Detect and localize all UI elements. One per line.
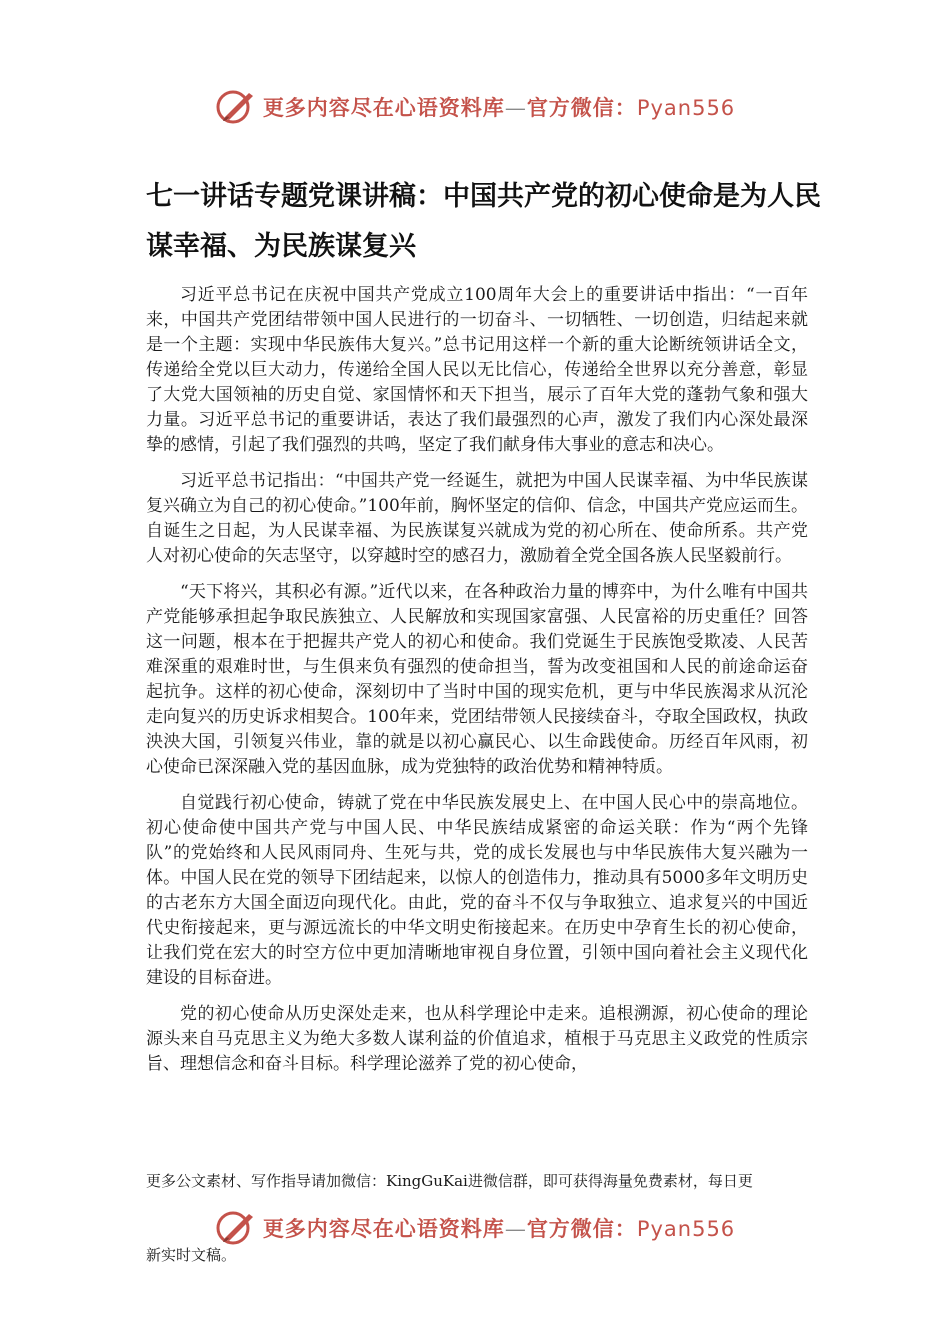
footer-note-end: 新实时文稿。 bbox=[146, 1246, 237, 1264]
paragraph-3: “天下将兴，其积必有源。”近代以来，在各种政治力量的博弈中，为什么唯有中国共产党能够承担起争取民族独立、人民解放和实现国家富强、人民富裕的历史重任？回答这一问题，根本在于把握共产党人的初心和使命。我们党诞生于民族饱受欺凌、人民苦难深重的艰难时世，与生俱来负有强烈的使命担当，誓为改变祖国和人民的前途命运奋起抗争。这样的初心使命，深刻切中了当时中国的现实危机，更与中华民族渴求从沉沦走向复兴的历史诉求相契合。100年来，党团结带领人民接续奋斗，夺取全国政权，执政泱泱大国，引领复兴伟业，靠的就是以初心赢民心、以生命践使命。历经百年风雨，初心使命已深深融入党的基因血脉，成为党独特的政治优势和精神特质。 bbox=[146, 582, 808, 777]
watermark-text bbox=[263, 1213, 735, 1243]
watermark-wechat-id: Pyan556 bbox=[636, 96, 736, 120]
brush-logo-icon bbox=[215, 1208, 259, 1248]
paragraph-5: 党的初心使命从历史深处走来，也从科学理论中走来。追根溯源，初心使命的理论源头来自马克思主义为绝大多数人谋利益的价值追求，植根于马克思主义政党的性质宗旨、理想信念和奋斗目标。科学理论滋养了党的初心使命， bbox=[146, 1004, 808, 1074]
watermark-wechat-label: 官方微信： bbox=[526, 95, 637, 120]
watermark-dash: — bbox=[504, 1217, 527, 1241]
watermark-wechat-label: 官方微信： bbox=[526, 1216, 637, 1241]
paragraph-1: 习近平总书记在庆祝中国共产党成立100周年大会上的重要讲话中指出：“一百年来，中国共产党团结带领中国人民进行的一切奋斗、一切牺牲、一切创造，归结起来就是一个主题：实现中华民族伟大复兴。”总书记用这样一个新的重大论断统领讲话全文，传递给全党以巨大动力，传递给全国人民以无比信心，传递给全世界以充分善意，彰显了大党大国领袖的历史自觉、家国情怀和天下担当，展示了百年大党的蓬勃气象和强大力量。习近平总书记的重要讲话，表达了我们最强烈的心声，激发了我们内心深处最深挚的感情，引起了我们强烈的共鸣，坚定了我们献身伟大事业的意志和决心。 bbox=[146, 285, 808, 455]
paragraph-2: 习近平总书记指出：“中国共产党一经诞生，就把为中国人民谋幸福、为中华民族谋复兴确立为自己的初心使命。”100年前，胸怀坚定的信仰、信念，中国共产党应运而生。自诞生之日起，为人民谋幸福、为民族谋复兴就成为党的初心所在、使命所系。共产党人对初心使命的矢志坚守，以穿越时空的感召力，激励着全党全国各族人民坚毅前行。 bbox=[146, 471, 808, 566]
paragraph-4: 自觉践行初心使命，铸就了党在中华民族发展史上、在中国人民心中的崇高地位。初心使命使中国共产党与中国人民、中华民族结成紧密的命运关联：作为“两个先锋队”的党始终和人民风雨同舟、生死与共，党的成长发展也与中华民族伟大复兴融为一体。中国人民在党的领导下团结起来，以惊人的创造伟力，推动具有5000多年文明历史的古老东方大国全面迈向现代化。由此，党的奋斗不仅与争取独立、追求复兴的中国近代史衔接起来，更与源远流长的中华文明史衔接起来。在历史中孕育生长的初心使命，让我们党在宏大的时空方位中更加清晰地审视自身位置，引领中国向着社会主义现代化建设的目标奋进。 bbox=[146, 793, 808, 988]
watermark-footer bbox=[0, 1203, 950, 1253]
watermark-text bbox=[263, 92, 735, 122]
watermark-wechat-id: Pyan556 bbox=[636, 1217, 736, 1241]
watermark-header bbox=[0, 82, 950, 132]
brush-logo-icon bbox=[215, 87, 259, 127]
document-body bbox=[146, 283, 808, 1088]
watermark-main-text: 更多内容尽在心语资料库 bbox=[262, 95, 505, 120]
document-title: 七一讲话专题党课讲稿：中国共产党的初心使命是为人民谋幸福、为民族谋复兴 bbox=[146, 181, 821, 262]
watermark-dash: — bbox=[504, 96, 527, 120]
watermark-main-text: 更多内容尽在心语资料库 bbox=[262, 1216, 505, 1241]
footer-note: 更多公文素材、写作指导请加微信：KingGuKai进微信群，即可获得海量免费素材，每日更 bbox=[146, 1172, 753, 1190]
